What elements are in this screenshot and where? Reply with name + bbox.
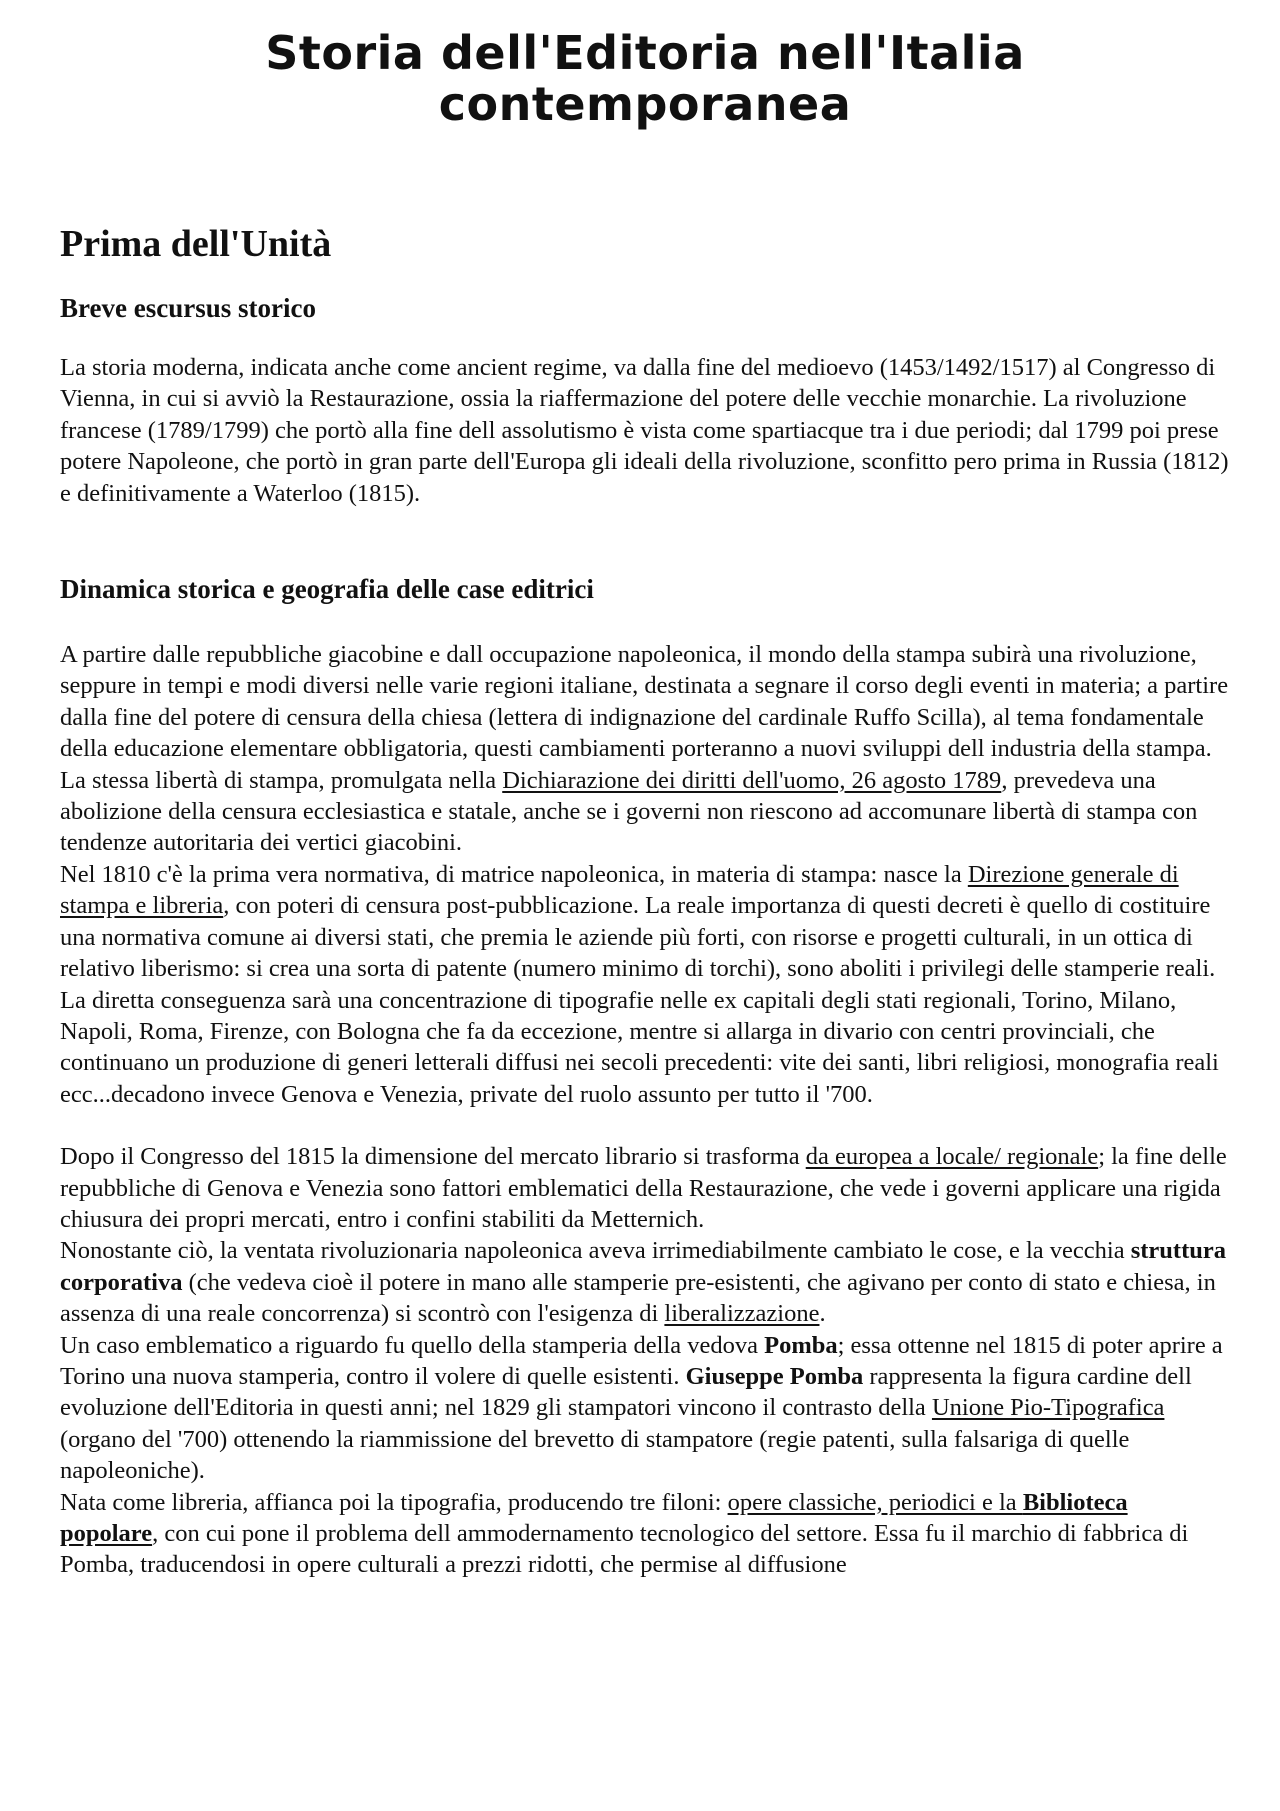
subsection-heading-dinamica-storica: Dinamica storica e geografia delle case editrici [60, 574, 594, 605]
document-title-line-1: Storia dell'Editoria nell'Italia [265, 26, 1025, 80]
text-run: Un caso emblematico a riguardo fu quello della stamperia della vedova [60, 1331, 765, 1359]
text-run: Nel 1810 c'è la prima vera normativa, di matrice napoleonica, in materia di stampa: nasce la [60, 860, 968, 888]
text-run: ; essa ottenne nel 1815 di poter aprire a Torino una nuova stamperia, contro il volere di quelle esistenti. [60, 1331, 1223, 1390]
section-heading-prima-unita: Prima dell'Unità [60, 223, 332, 265]
text-run: , prevedeva una abolizione della censura ecclesiastica e statale, anche se i governi non riescono ad accomunare libertà di stampa con tendenze autoritaria dei vertici giacobini. [60, 766, 1198, 857]
underlined-text-direzione-generale: Direzione generale di stampa e libreria [60, 860, 1179, 920]
text-run: , con cui pone il problema dell ammodernamento tecnologico del settore. Essa fu il marchio di fabbrica di Pomba, traducendosi in opere culturali a prezzi ridotti, che permise al diffusione [60, 1520, 1189, 1579]
text-run: La stessa libertà di stampa, promulgata nella [60, 766, 503, 794]
paragraph-vedova-pomba [60, 1330, 1230, 1487]
document-title-line-2: contemporanea [438, 77, 852, 131]
paragraph-concentrazione-tipografie: La diretta conseguenza sarà una concentrazione di tipografie nelle ex capitali degli stati regionali, Torino, Milano, Napoli, Roma, Firenze, con Bologna che fa da eccezione, mentre si allarga in divario con centri provinciali, che continuano un produzione di generi letterali diffusi nei secoli precedenti: vite dei santi, libri religiosi, monografia reali ecc...decadono invece Genova e Venezia, private del ruolo assunto per tutto il '700. [60, 986, 1219, 1108]
underlined-text-europea-locale: da europea a locale/ regionale [805, 1143, 1099, 1171]
paragraph-storia-moderna: La storia moderna, indicata anche come ancient regime, va dalla fine del medioevo (1453/1492/1517) al Congresso di Vienna, in cui si avviò la Restaurazione, ossia la riaffermazione del potere delle vecchie monarchie. La rivoluzione francese (1789/1799) che portò alla fine dell assolutismo è vista come spartiacque tra i due periodi; dal 1799 poi prese potere Napoleone, che portò in gran parte dell'Europa gli ideali della rivoluzione, sconfitto pero prima in Russia (1812) e definitivamente a Waterloo (1815). [60, 354, 1229, 507]
document-page [60, 28, 1230, 1581]
text-run: Nata come libreria, affianca poi la tipografia, producendo tre filoni: [60, 1488, 728, 1516]
subsection-heading-breve-escursus: Breve escursus storico [60, 293, 316, 323]
text-run: ; la fine delle repubbliche di Genova e Venezia sono fattori emblematici della Restaurazione, che vede i governi applicare una rigida chiusura dei propri mercati, entro i confini stabiliti da Metternich. [60, 1143, 1227, 1233]
text-run: (organo del '700) ottenendo la riammissione del brevetto di stampatore (regie patenti, sulla falsariga di quelle napoleoniche). [60, 1425, 1130, 1485]
underlined-text-dichiarazione: Dichiarazione dei diritti dell'uomo, 26 agosto 1789 [502, 766, 1002, 794]
paragraph-repubbliche-giacobine: A partire dalle repubbliche giacobine e dall occupazione napoleonica, il mondo della stampa subirà una rivoluzione, seppure in tempi e modi diversi nelle varie regioni italiane, destinata a segnare il corso degli eventi in materia; a partire dalla fine del potere di censura della chiesa (lettera di indignazione del cardinale Ruffo Scilla), al tema fondamentale della educazione elementare obbligatoria, questi cambiamenti porteranno a nuovi sviluppi dell industria della stampa. [60, 641, 1229, 763]
text-run: , con poteri di censura post-pubblicazione. La reale importanza di questi decreti è quello di costituire una normativa comune ai diversi stati, che premia le aziende più forti, con risorse e progetti culturali, in un ottica di relativo liberismo: si crea una sorta di patente (numero minimo di torchi), sono aboliti i privilegi delle stamperie reali. [60, 892, 1216, 983]
bold-text-struttura-corporativa: struttura corporativa [60, 1237, 1226, 1296]
text-run: (che vedeva cioè il potere in mano alle stamperie pre-esistenti, che agivano per conto di stato e chiesa, in assenza di una reale concorrenza) si scontrò con l'esigenza di [60, 1268, 1216, 1328]
bold-text-biblioteca-popolare: Biblioteca popolare [60, 1488, 1128, 1547]
text-run: rappresenta la figura cardine dell evoluzione dell'Editoria in questi anni; nel 1829 gli stampatori vincono il contrasto della [60, 1362, 1192, 1422]
text-run: Dopo il Congresso del 1815 la dimensione del mercato librario si trasforma [60, 1143, 806, 1171]
text-run: Nonostante ciò, la ventata rivoluzionaria napoleonica aveva irrimediabilmente cambiato le cose, e la vecchia [60, 1237, 1131, 1265]
paragraph-nata-come-libreria [60, 1487, 1230, 1581]
underlined-text-liberalizzazione: liberalizzazione [664, 1300, 820, 1328]
paragraph-normativa-1810 [60, 859, 1230, 985]
paragraph-struttura-corporativa [60, 1235, 1230, 1329]
bold-text-giuseppe-pomba: Giuseppe Pomba [685, 1362, 864, 1390]
text-run: opere classiche, periodici e la [727, 1488, 1023, 1516]
text-run: . [819, 1300, 826, 1328]
bold-text-pomba: Pomba [764, 1331, 838, 1359]
document-title [60, 28, 1230, 130]
paragraph-congresso-1815 [60, 1141, 1230, 1235]
underlined-text-unione-pio-tipografica: Unione Pio-Tipografica [931, 1394, 1165, 1422]
paragraph-liberta-stampa [60, 765, 1230, 859]
